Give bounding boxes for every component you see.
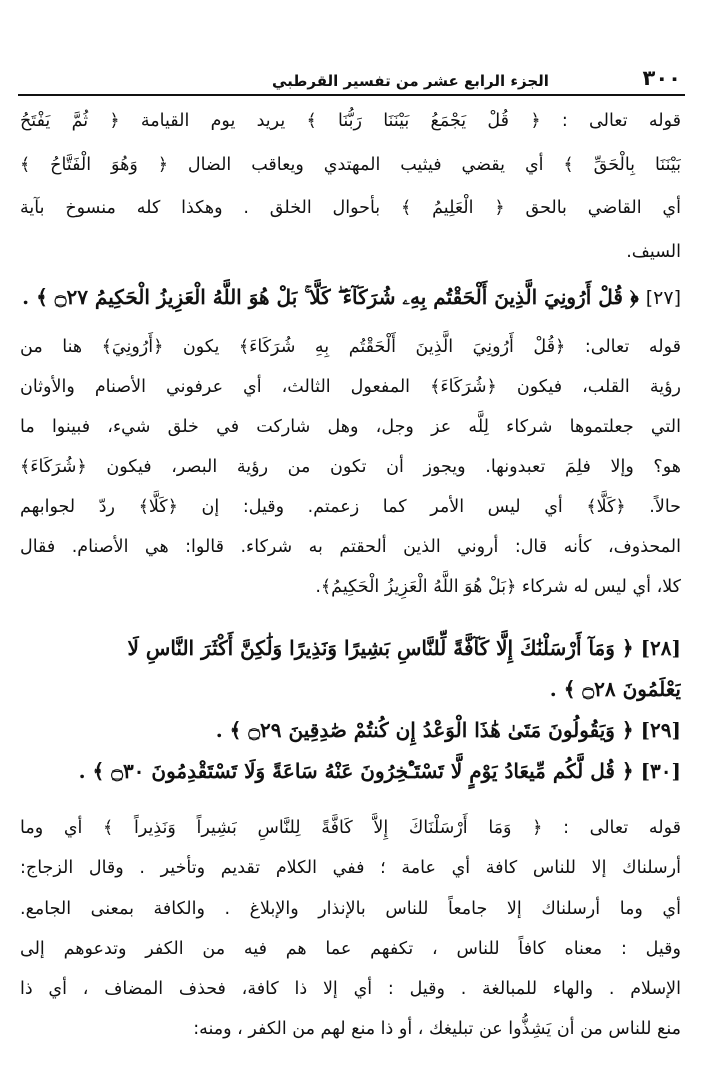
text-line: كلا، أي ليس له شركاء ﴿بَلْ هُوَ اللَّهُ الْعَزِيزُ الْحَكِيمُ﴾. [315,577,681,597]
text-line: بَيْنَنَا بِالْحَقِّ ﴾ أي يقضي فيثيب المهتدي ويعاقب الضال ﴿ وَهُوَ الْفَتَّاحُ ﴾ [20,154,681,175]
commentary-paragraph-1 [20,100,681,274]
page-number: ٣٠٠ [642,66,681,90]
text-line: هو؟ وإلا فلِمَ تعبدونها. ويجوز أن تكون من رؤية البصر، فيكون ﴿شُرَكَاءَ﴾ [20,457,681,477]
verse-27-block [20,276,681,318]
text-line: أي وما أرسلناك إلا جامعاً للناس بالإنذار والإبلاغ . والكافة بمعنى الجامع. [20,898,681,919]
verse-30: [٣٠] ﴿ قُل لَّكُم مِّيعَادُ يَوْمٍ لَّا تَسْتَـْٔخِرُونَ عَنْهُ سَاعَةً وَلَا تَسْتَقْدِمُونَ ۝٣٠ ﴾ . [78,759,681,783]
verse-27 [20,276,681,318]
page-header [22,56,681,90]
text-line: رؤية القلب، فيكون ﴿شُرَكَاءَ﴾ المفعول الثالث، أي عرفوني الأصنام والأوثان [20,377,681,397]
text-line: الإسلام . والهاء للمبالغة . وقيل : أي إلا ذا كافة، فحذف المضاف ، أي ذا [20,979,681,1000]
text-line: وقيل : معناه كافاً للناس ، تكفهم عما هم فيه من الكفر وتدعوهم إلى [20,938,681,959]
verses-28-30-block [20,628,681,792]
text-line: حالاً. ﴿كَلَّا﴾ أي ليس الأمر كما زعمتم. وقيل: إن ﴿كَلَّا﴾ ردّ لجوابهم [20,497,681,517]
commentary-paragraph-3 [20,808,681,1050]
commentary-paragraph-2 [20,327,681,607]
header-rule [18,94,685,96]
running-title: الجزء الرابع عشر من تفسير القرطبي [272,72,549,90]
verse-number: [٢٧] [645,287,681,309]
text-line: أرسلناك إلا للناس كافة أي عامة ؛ ففي الكلام تقديم وتأخير . وقال الزجاج: [20,858,681,879]
verse-29: [٢٩] ﴿ وَيَقُولُونَ مَتَىٰ هَٰذَا الْوَعْدُ إِن كُنتُمْ صَٰدِقِينَ ۝٢٩ ﴾ . [215,718,681,742]
text-line: منع للناس من أن يَشِذُّوا عن تبليغك ، أو ذا منع لهم من الكفر ، ومنه: [193,1019,681,1040]
verse-28-line-2: يَعْلَمُونَ ۝٢٨ ﴾ . [549,677,681,701]
text-line: المحذوف، كأنه قال: أروني الذين ألحقتم به شركاء. قالوا: هي الأصنام. فقال [20,537,681,557]
text-line: قوله تعالى : ﴿ وَمَا أَرْسَلْنَاكَ إِلاَّ كَافَّةً لِلنَّاسِ بَشِيراً وَنَذِيراً ﴾ أي وما [20,818,681,838]
text-line: أي القاضي بالحق ﴿ الْعَلِيمُ ﴾ بأحوال الخلق . وهكذا كله منسوخ بآية [20,198,681,218]
text-line: السيف. [626,241,681,262]
verse-28-line-1: [٢٨] ﴿ وَمَآ أَرْسَلْنَٰكَ إِلَّا كَآفَّةً لِّلنَّاسِ بَشِيرًا وَنَذِيرًا وَلَٰكِنَّ أَكْثَرَ النَّاسِ لَا [127,636,681,660]
text-line: التي جعلتموها شركاء لِلَّه عز وجل، وهل شاركت في خلق شيء، فبينوا ما [20,417,681,437]
verse-text: ﴿ قُلْ أَرُونِيَ الَّذِينَ أَلْحَقْتُم بِهِۦ شُرَكَآءَ ۖ كَلَّا ۚ بَلْ هُوَ اللَّهُ الْعَزِيزُ الْحَكِيمُ ۝٢٧ ﴾ . [22,285,639,309]
text-line: قوله تعالى: ﴿قُلْ أَرُونِيَ الَّذِينَ أَلْحَقْتُم بِهِ شُرَكَاءَ﴾ يكون ﴿أَرُونِيَ﴾ هنا من [20,337,681,357]
text-line: قوله تعالى : ﴿ قُلْ يَجْمَعُ بَيْنَنَا رَبُّنَا ﴾ يريد يوم القيامة ﴿ ثُمَّ يَفْتَحُ [20,111,681,131]
